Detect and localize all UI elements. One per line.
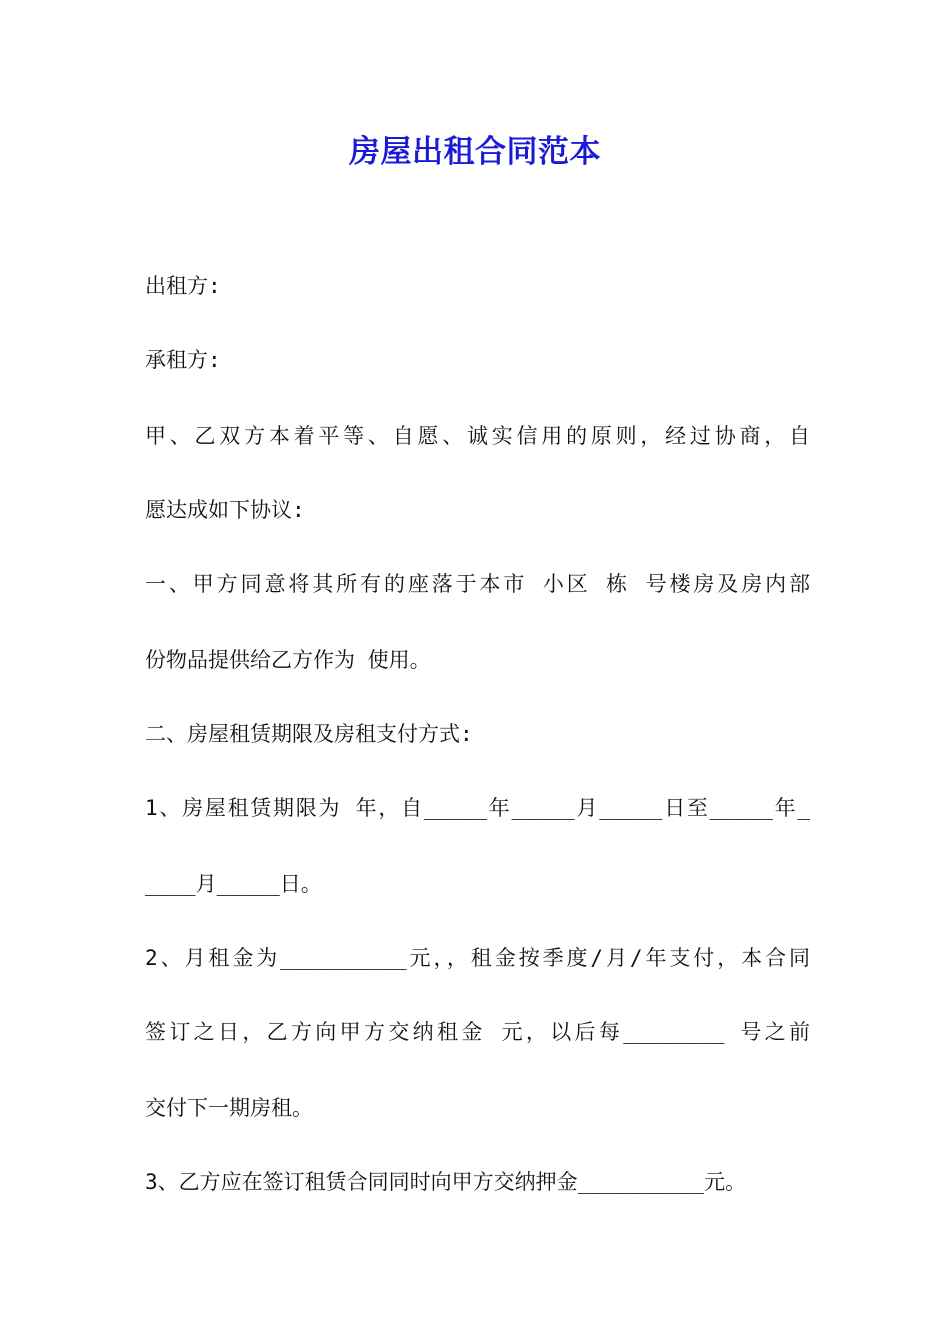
paragraph-line: 愿达成如下协议: <box>145 498 305 522</box>
clause-2-2-line: 签订之日，乙方向甲方交纳租金 元，以后每________ 号之前 <box>145 1020 810 1044</box>
lessee-line: 承租方: <box>145 348 221 372</box>
clause-2-2-line: 交付下一期房租。 <box>145 1096 313 1120</box>
clause-2-1-line: ____月_____日。 <box>145 872 322 896</box>
lessor-line: 出租方: <box>145 274 221 298</box>
clause-2-heading: 二、房屋租赁期限及房租支付方式: <box>145 722 473 746</box>
clause-1-line: 一、甲方同意将其所有的座落于本市 小区 栋 号楼房及房内部 <box>145 572 810 596</box>
clause-2-1-line: 1、房屋租赁期限为 年，自_____年_____月_____日至_____年_ <box>145 796 810 820</box>
document-title: 房屋出租合同范本 <box>349 134 601 170</box>
clause-1-line: 份物品提供给乙方作为 使用。 <box>145 648 431 672</box>
clause-2-2-line: 2、月租金为__________元，，租金按季度/月/年支付，本合同 <box>145 946 810 970</box>
clause-2-3-line: 3、乙方应在签订租赁合同同时向甲方交纳押金__________元。 <box>145 1170 747 1194</box>
paragraph-line: 甲、乙双方本着平等、自愿、诚实信用的原则，经过协商，自 <box>145 424 810 448</box>
